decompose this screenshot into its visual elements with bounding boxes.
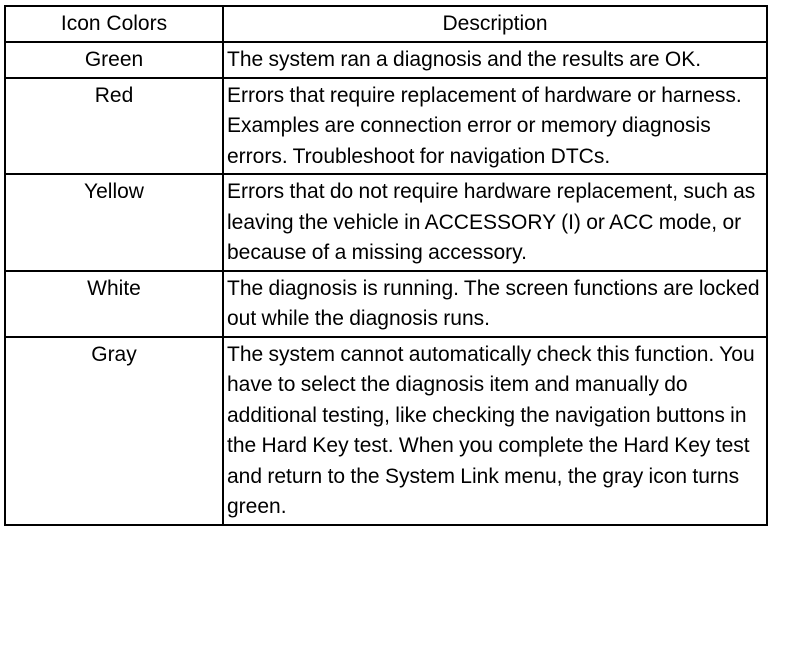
row-green-color: Green: [5, 42, 223, 78]
row-yellow-description: Errors that do not require hardware replacement, such as leaving the vehicle in ACCESSORY (I) or ACC mode, or because of a missing accessory.: [223, 174, 767, 271]
icon-colors-table: [4, 5, 768, 526]
row-white-description: The diagnosis is running. The screen functions are locked out while the diagnosis runs.: [223, 271, 767, 337]
row-green-description: The system ran a diagnosis and the results are OK.: [223, 42, 767, 78]
row-red-description: Errors that require replacement of hardware or harness. Examples are connection error or memory diagnosis errors. Troubleshoot for navigation DTCs.: [223, 78, 767, 175]
table-row: [5, 337, 767, 525]
table-row: [5, 42, 767, 78]
table-row: [5, 174, 767, 271]
header-icon-colors: Icon Colors: [5, 6, 223, 42]
row-yellow-color: Yellow: [5, 174, 223, 271]
row-red-color: Red: [5, 78, 223, 175]
table-row: [5, 78, 767, 175]
row-gray-color: Gray: [5, 337, 223, 525]
table-row: [5, 271, 767, 337]
row-white-color: White: [5, 271, 223, 337]
table-header-row: [5, 6, 767, 42]
row-gray-description: The system cannot automatically check this function. You have to select the diagnosis item and manually do additional testing, like checking the navigation buttons in the Hard Key test. When you complete the Hard Key test and return to the System Link menu, the gray icon turns green.: [223, 337, 767, 525]
header-description: Description: [223, 6, 767, 42]
